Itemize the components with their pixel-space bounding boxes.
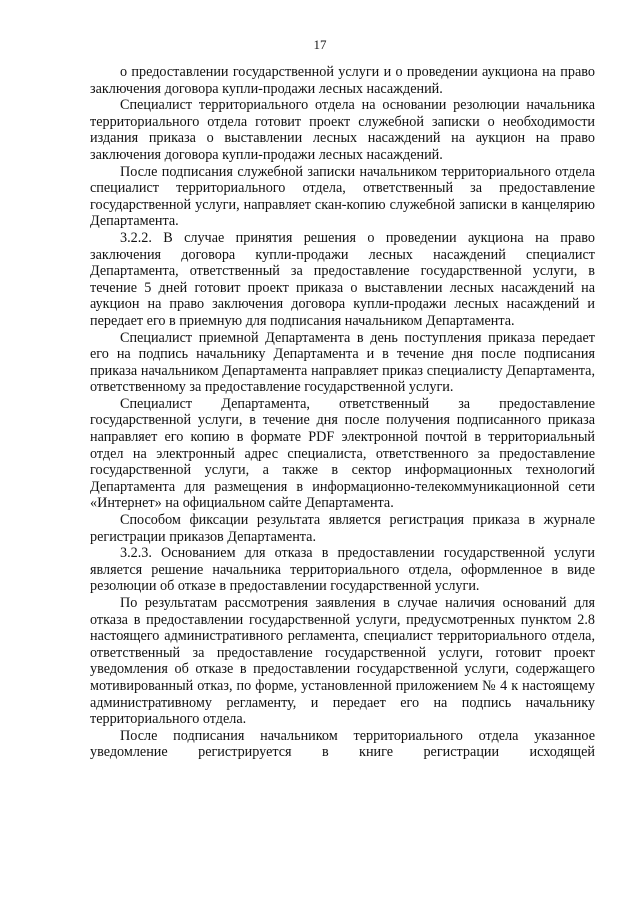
paragraph-3-2-2: 3.2.2. В случае принятия решения о проведении аукциона на право заключения договора купли-продажи лесных насаждений специалист Департамента, ответственный за предоставление государственной услуги, в течение 5 дней готовит проект приказа о выставлении лесных насаждений на аукцион на право заключения договора купли-продажи лесных насаждений и передает его в приемную для подписания начальником Департамента. [90,229,595,329]
document-body [90,64,595,761]
paragraph-3-2-3: 3.2.3. Основанием для отказа в предоставлении государственной услуги является решение начальника территориального отдела, оформленное в виде резолюции об отказе в предоставлении государственной услуги. [90,545,595,595]
paragraph-memo-signing: После подписания служебной записки начальником территориального отдела специалист территориального отдела, ответственный за предоставление государственной услуги, направляет скан-копию служебной записки в канцелярию Департамента. [90,163,595,230]
paragraph-notice-registration: После подписания начальником территориального отдела указанное уведомление регистрируется в книге регистрации исходящей [90,727,595,761]
paragraph-continuation: о предоставлении государственной услуги и о проведении аукциона на право заключения договора купли-продажи лесных насаждений. [90,64,595,97]
paragraph-reception-specialist: Специалист приемной Департамента в день поступления приказа передает его на подпись начальнику Департамента и в течение дня после подписания приказа начальником Департамента направляет приказ специалисту Департамента, ответственному за предоставление государственной услуги. [90,329,595,396]
paragraph-department-specialist: Специалист Департамента, ответственный за предоставление государственной услуги, в течение дня после получения подписанного приказа направляет его копию в формате PDF электронной почтой в территориальный отдел на электронный адрес специалиста, ответственного за предоставление государственной услуги, а также в сектор информационных технологий Департамента для размещения в информационно-телекоммуникационной сети «Интернет» на официальном сайте Департамента. [90,395,595,512]
page-number: 17 [313,37,327,52]
paragraph-result-fixation: Способом фиксации результата является регистрация приказа в журнале регистрации приказов Департамента. [90,512,595,545]
paragraph-memo-preparation: Специалист территориального отдела на основании резолюции начальника территориального отдела готовит проект служебной записки о необходимости издания приказа о выставлении лесных насаждений на аукцион на право заключения договора купли-продажи лесных насаждений. [90,97,595,163]
paragraph-refusal-notice: По результатам рассмотрения заявления в случае наличия оснований для отказа в предоставлении государственной услуги, предусмотренных пунктом 2.8 настоящего административного регламента, специалист территориального отдела, ответственный за предоставление государственной услуги, готовит проект уведомления об отказе в предоставлении государственной услуги, содержащего мотивированный отказ, по форме, установленной приложением № 4 к настоящему административному регламенту, и передает его на подпись начальнику территориального отдела. [90,595,595,728]
